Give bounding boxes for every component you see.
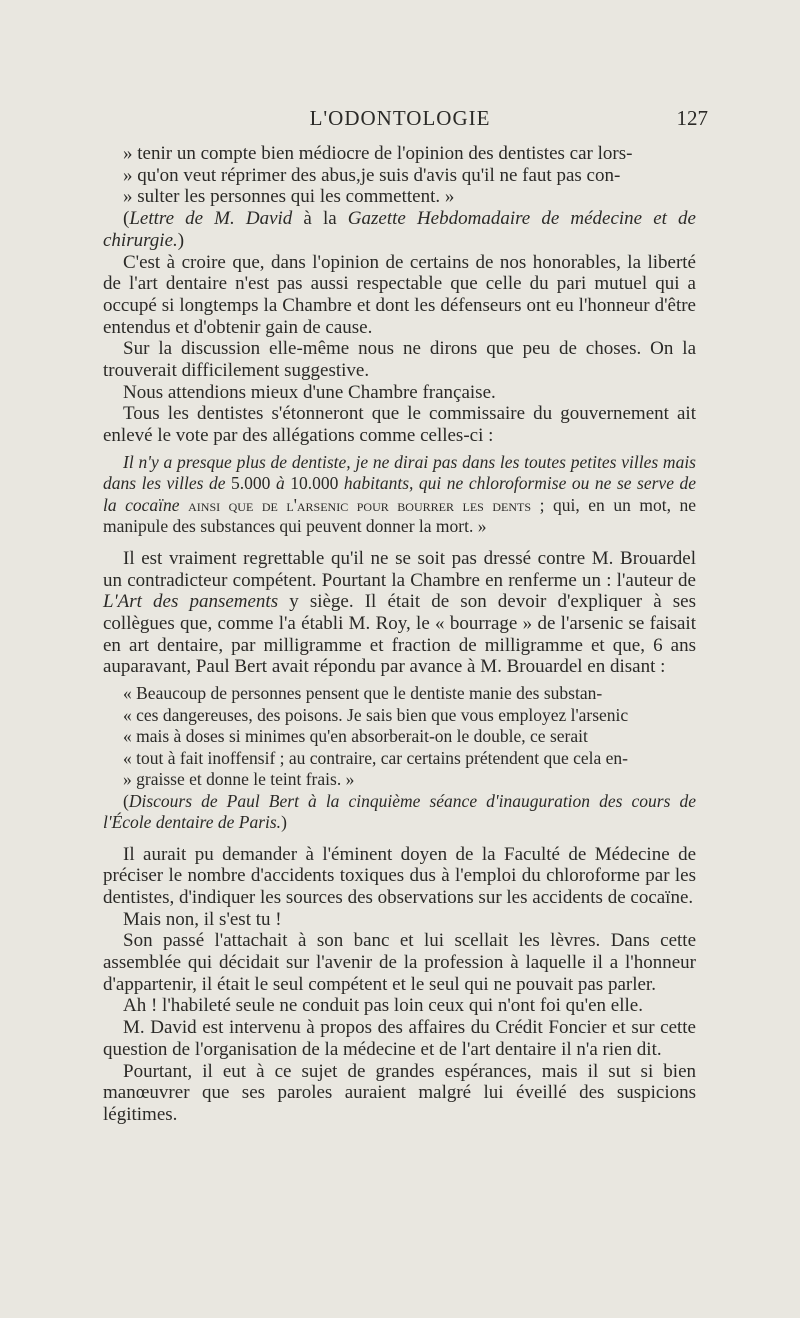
source-journal: Gazette Hebdomadaire de médecine et de chirurgie. [103,208,696,251]
source-text: Discours de Paul Bert à la cinquième séance d'inauguration des cours de l'École dentaire de Paris. [103,790,696,833]
quote-source [103,208,696,251]
paragraph-text: y siège. Il était de son devoir d'expliquer à ses collègues que, comme l'a établi M. Roy, le « bourrage » de l'arsenic se faisait en art dentaire, par milligramme et fraction de milligramme et que, 6 ans auparavant, Paul Bert avait répondu par avance à M. Brouardel en disant : [103,591,696,678]
paragraph: Tous les dentistes s'étonneront que le commissaire du gouvernement ait enlevé le vote par des allégations comme celles-ci : [103,403,696,447]
page-number: 127 [676,106,708,130]
quote-source [103,791,696,834]
block-quote [103,452,696,538]
quote-smallcaps: ainsi que de l'arsenic pour bourrer les dents [188,494,532,515]
paragraph: M. David est intervenu à propos des affaires du Crédit Foncier et sur cette question de l'organisation de la médecine et de l'art dentaire il n'a rien dit. [103,1017,696,1060]
paragraph: Son passé l'attachait à son banc et lui scellait les lèvres. Dans cette assemblée qui décidait sur l'avenir de la profession à laquelle il a l'honneur d'appartenir, il était le seul compétent et le seul qui ne pouvait pas parler. [103,930,696,995]
quote-line: « Beaucoup de personnes pensent que le dentiste manie des substan- [123,683,603,704]
quote-text: ; qui, en un mot, ne manipule des substances qui peuvent donner la mort. » [103,494,697,537]
paragraph: Ah ! l'habileté seule ne conduit pas loin ceux qui n'ont foi qu'en elle. [123,995,643,1017]
paragraph: Nous attendions mieux d'une Chambre française. [123,381,496,403]
quote-line: » qu'on veut réprimer des abus,je suis d'avis qu'il ne faut pas con- [123,164,621,186]
quote-number: 5.000 [231,473,271,494]
running-title: L'ODONTOLOGIE [309,106,491,130]
source-paren: ( [123,208,130,230]
quote-line: « mais à doses si minimes qu'en absorberait-on le double, ce serait [123,726,588,747]
quote-text: Il n'y a presque plus de dentiste, je ne dirai pas dans les toutes petites villes mais dans les villes de [103,451,696,494]
source-paren: ) [177,229,185,251]
paragraph [103,548,696,678]
quote-line: » sulter les personnes qui les commettent. » [123,186,455,208]
quote-number: 10.000 [290,473,339,494]
quote-line: « tout à fait inoffensif ; au contraire, car certains prétendent que cela en- [123,747,628,768]
paragraph-text: Il est vraiment regrettable qu'il ne se soit pas dressé contre M. Brouardel un contradicteur compétent. Pourtant la Chambre en renferme un : l'auteur de [103,547,696,591]
paragraph: Il aurait pu demander à l'éminent doyen de la Faculté de Médecine de préciser le nombre d'accidents toxiques dus à l'emploi du chloroforme par les dentistes, d'indiquer les sources des observations sur les accidents de cocaïne. [103,843,696,908]
quote-text: habitants, qui ne chloroformise ou ne se serve de la cocaïne [103,473,697,515]
book-title: L'Art des pansements [103,591,279,613]
source-author: Lettre de M. David [129,208,293,230]
source-paren: ( [123,790,129,811]
paragraph: Sur la discussion elle-même nous ne dirons que peu de choses. On la trouverait difficilement suggestive. [103,338,696,382]
paragraph: C'est à croire que, dans l'opinion de certains de nos honorables, la liberté de l'art dentaire n'est pas aussi respectable que celle du pari mutuel qui a occupé si longtemps la Chambre et dont les défenseurs ont eu l'honneur d'être entendus et d'obtenir gain de cause. [103,251,696,338]
quote-line: » tenir un compte bien médiocre de l'opinion des dentistes car lors- [123,143,633,164]
page-body [103,143,696,1126]
paragraph: Pourtant, il eut à ce sujet de grandes espérances, mais il sut si bien manœuvrer que ses paroles auraient malgré lui éveillé des suspicions légitimes. [103,1060,696,1125]
source-paren: ) [281,812,287,833]
quote-text: à [270,473,291,494]
running-header [0,104,800,134]
paragraph: Mais non, il s'est tu ! [123,908,282,930]
quote-line: « ces dangereuses, des poisons. Je sais bien que vous employez l'arsenic [123,704,629,725]
source-connector: à la [292,208,348,230]
quote-line: » graisse et donne le teint frais. » [123,769,355,790]
